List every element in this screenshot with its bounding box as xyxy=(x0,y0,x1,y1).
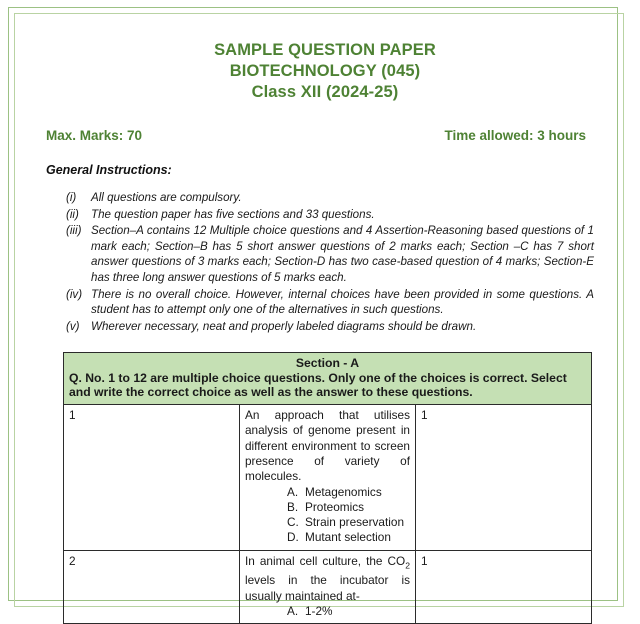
question-stem: An approach that utilises analysis of genome present in different environment to screen presence of variety of molecules. xyxy=(245,407,410,484)
instruction-text: The question paper has five sections and 33 questions. xyxy=(91,207,375,221)
instruction-marker: (v) xyxy=(66,319,80,333)
option-letter: D. xyxy=(287,530,299,545)
option-letter: C. xyxy=(287,515,299,530)
section-header-row xyxy=(64,353,592,405)
question-stem xyxy=(245,554,410,605)
question-marks: 1 xyxy=(416,404,592,550)
instruction-item xyxy=(64,319,594,335)
section-header-cell xyxy=(64,353,592,405)
option-item[interactable] xyxy=(287,515,410,530)
option-letter: A. xyxy=(287,484,299,499)
question-body xyxy=(240,550,416,624)
question-number: 1 xyxy=(64,404,240,550)
table-row xyxy=(64,404,592,550)
instruction-item xyxy=(64,287,594,318)
general-instructions-heading: General Instructions: xyxy=(46,163,172,177)
section-subtitle: Q. No. 1 to 12 are multiple choice questions. Only one of the choices is correct. Select and write the correct choice as well as the answer to these questions. xyxy=(69,370,567,400)
page-title-line-2: BIOTECHNOLOGY (045) xyxy=(229,62,421,80)
option-item[interactable] xyxy=(287,604,410,619)
instruction-text: Wherever necessary, neat and properly labeled diagrams should be drawn. xyxy=(91,319,477,333)
page-title-line-1: SAMPLE QUESTION PAPER xyxy=(214,41,436,59)
instruction-marker: (i) xyxy=(66,191,77,204)
time-allowed-label: Time allowed: 3 hours xyxy=(444,128,586,143)
exam-meta-row xyxy=(46,128,586,143)
question-table xyxy=(63,352,592,624)
table-row xyxy=(64,550,592,624)
option-letter: B. xyxy=(287,500,299,515)
question-number: 2 xyxy=(64,550,240,624)
question-options xyxy=(245,485,410,546)
section-title: Section - A xyxy=(295,356,360,370)
instruction-item xyxy=(64,207,594,223)
option-text: Metagenomics xyxy=(305,484,382,499)
option-item[interactable] xyxy=(287,500,410,515)
document-title-block xyxy=(60,40,590,103)
question-stem-post: levels in the incubator is usually maintained at- xyxy=(245,573,410,603)
page-title-line-3: Class XII (2024-25) xyxy=(251,83,399,101)
instruction-item xyxy=(64,223,594,285)
instruction-text: There is no overall choice. However, internal choices have been provided in some questions. A student has to attempt only one of the alternatives in such questions. xyxy=(91,287,594,317)
question-body xyxy=(240,404,416,550)
instruction-marker: (iii) xyxy=(66,224,82,238)
instruction-marker: (iv) xyxy=(66,287,83,301)
question-stem-pre: In animal cell culture, the CO xyxy=(245,553,406,568)
option-item[interactable] xyxy=(287,485,410,500)
instruction-marker: (ii) xyxy=(66,207,79,221)
option-text: Mutant selection xyxy=(305,530,391,545)
max-marks-label: Max. Marks: 70 xyxy=(46,128,143,143)
question-options xyxy=(245,604,410,619)
option-text: 1-2% xyxy=(305,604,333,619)
option-text: Strain preservation xyxy=(305,515,405,530)
instruction-text: All questions are compulsory. xyxy=(91,191,242,204)
subscript-two: 2 xyxy=(405,559,410,570)
instruction-text: Section–A contains 12 Multiple choice questions and 4 Assertion-Reasoning based questions of 1 mark each; Section–B has 5 short answer questions of 2 marks each; Section –C has 7 short answer questions of 3 marks each; Section-D has two case-based question of 4 marks; Section-E has three long answer questions of 5 marks each. xyxy=(91,224,594,284)
question-marks: 1 xyxy=(416,550,592,624)
instruction-item xyxy=(64,190,594,206)
general-instructions-list xyxy=(64,190,594,335)
option-letter: A. xyxy=(287,604,299,619)
option-item[interactable] xyxy=(287,530,410,545)
option-text: Proteomics xyxy=(305,500,365,515)
